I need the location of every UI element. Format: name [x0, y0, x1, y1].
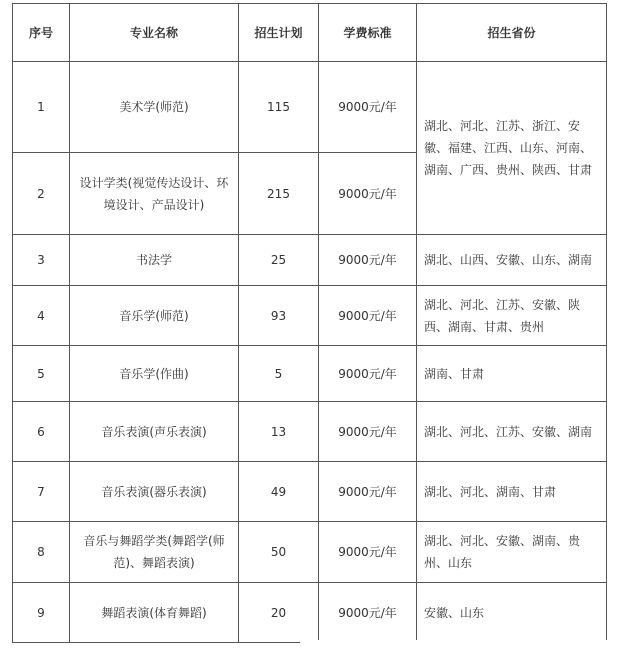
row-plan: 49: [239, 462, 319, 522]
row-major: 设计学类(视觉传达设计、环境设计、产品设计): [70, 153, 239, 235]
row-fee: 9000元/年: [319, 522, 417, 583]
row-no: 4: [13, 286, 70, 346]
table-row: [13, 402, 607, 462]
row-plan: 215: [239, 153, 319, 235]
table-row: [13, 235, 607, 286]
row-provinces: 湖北、山西、安徽、山东、湖南: [417, 235, 607, 286]
row-major: 音乐表演(声乐表演): [70, 402, 239, 462]
row-provinces: 湖北、河北、江苏、安徽、湖南: [417, 402, 607, 462]
row-major: 音乐学(师范): [70, 286, 239, 346]
header-fee: 学费标准: [319, 4, 417, 62]
row-plan: 25: [239, 235, 319, 286]
row-major: 美术学(师范): [70, 62, 239, 153]
row-fee: 9000元/年: [319, 235, 417, 286]
table-row: [13, 286, 607, 346]
row-fee: 9000元/年: [319, 346, 417, 402]
row-no: 7: [13, 462, 70, 522]
row-major: 书法学: [70, 235, 239, 286]
row-provinces: 湖南、甘肃: [417, 346, 607, 402]
cropped-edge: [300, 640, 610, 649]
table-row: [13, 346, 607, 402]
row-plan: 50: [239, 522, 319, 583]
row-no: 6: [13, 402, 70, 462]
row-major: 舞蹈表演(体育舞蹈): [70, 583, 239, 643]
row-no: 5: [13, 346, 70, 402]
header-provinces: 招生省份: [417, 4, 607, 62]
row-no: 1: [13, 62, 70, 153]
row-no: 3: [13, 235, 70, 286]
table-row: [13, 583, 607, 643]
header-major: 专业名称: [70, 4, 239, 62]
row-fee: 9000元/年: [319, 62, 417, 153]
table-row: [13, 62, 607, 153]
row-provinces: 安徽、山东: [417, 583, 607, 643]
row-plan: 20: [239, 583, 319, 643]
admissions-table: [12, 3, 607, 643]
row-provinces: 湖北、河北、江苏、浙江、安徽、福建、江西、山东、河南、湖南、广西、贵州、陕西、甘肃: [417, 62, 607, 235]
row-no: 9: [13, 583, 70, 643]
row-plan: 115: [239, 62, 319, 153]
row-major: 音乐学(作曲): [70, 346, 239, 402]
row-major: 音乐与舞蹈学类(舞蹈学(师范)、舞蹈表演): [70, 522, 239, 583]
row-provinces: 湖北、河北、湖南、甘肃: [417, 462, 607, 522]
row-plan: 93: [239, 286, 319, 346]
row-fee: 9000元/年: [319, 583, 417, 643]
header-row: [13, 4, 607, 62]
row-fee: 9000元/年: [319, 286, 417, 346]
header-no: 序号: [13, 4, 70, 62]
row-fee: 9000元/年: [319, 153, 417, 235]
row-plan: 5: [239, 346, 319, 402]
row-provinces: 湖北、河北、江苏、安徽、陕西、湖南、甘肃、贵州: [417, 286, 607, 346]
header-plan: 招生计划: [239, 4, 319, 62]
row-fee: 9000元/年: [319, 402, 417, 462]
row-no: 8: [13, 522, 70, 583]
row-no: 2: [13, 153, 70, 235]
row-major: 音乐表演(器乐表演): [70, 462, 239, 522]
table-row: [13, 462, 607, 522]
row-fee: 9000元/年: [319, 462, 417, 522]
row-plan: 13: [239, 402, 319, 462]
row-provinces: 湖北、河北、安徽、湖南、贵州、山东: [417, 522, 607, 583]
table-row: [13, 522, 607, 583]
